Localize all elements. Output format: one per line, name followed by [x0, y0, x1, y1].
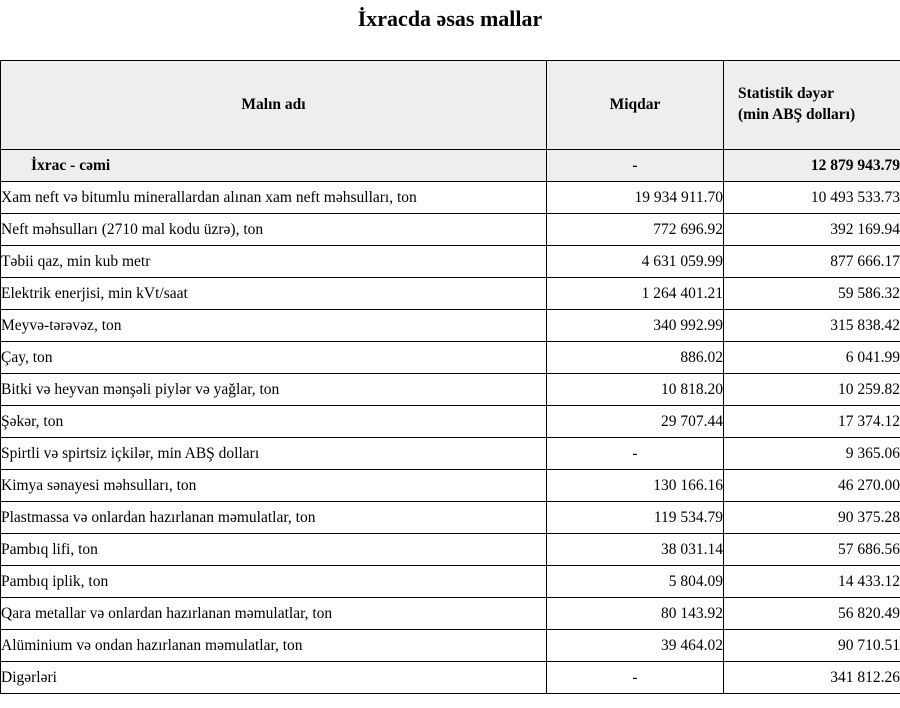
row-value: 315 838.42	[724, 310, 900, 342]
total-row-quantity: -	[547, 150, 724, 182]
row-quantity: 39 464.02	[547, 630, 724, 662]
row-name: Çay, ton	[1, 342, 547, 374]
row-name: Pambıq iplik, ton	[1, 566, 547, 598]
row-name: Neft məhsulları (2710 mal kodu üzrə), ton	[1, 214, 547, 246]
row-quantity: 772 696.92	[547, 214, 724, 246]
table-row	[1, 534, 900, 566]
table-row	[1, 342, 900, 374]
row-value: 392 169.94	[724, 214, 900, 246]
row-name: Pambıq lifi, ton	[1, 534, 547, 566]
row-name: Meyvə-tərəvəz, ton	[1, 310, 547, 342]
row-quantity: 1 264 401.21	[547, 278, 724, 310]
table-row	[1, 598, 900, 630]
row-value: 10 493 533.73	[724, 182, 900, 214]
row-quantity: 80 143.92	[547, 598, 724, 630]
row-value: 9 365.06	[724, 438, 900, 470]
row-name: Bitki və heyvan mənşəli piylər və yağlar, ton	[1, 374, 547, 406]
table-row	[1, 566, 900, 598]
row-quantity: 119 534.79	[547, 502, 724, 534]
table-row	[1, 278, 900, 310]
row-value: 90 375.28	[724, 502, 900, 534]
table-row	[1, 214, 900, 246]
table-row	[1, 438, 900, 470]
row-quantity: 886.02	[547, 342, 724, 374]
row-value: 6 041.99	[724, 342, 900, 374]
row-quantity: 4 631 059.99	[547, 246, 724, 278]
row-value: 14 433.12	[724, 566, 900, 598]
table-row	[1, 630, 900, 662]
row-name: Təbii qaz, min kub metr	[1, 246, 547, 278]
row-value: 59 586.32	[724, 278, 900, 310]
total-row-name: İxrac - cəmi	[1, 150, 547, 182]
row-value: 57 686.56	[724, 534, 900, 566]
row-name: Spirtli və spirtsiz içkilər, min ABŞ dolları	[1, 438, 547, 470]
total-row-value: 12 879 943.79	[724, 150, 900, 182]
row-name: Elektrik enerjisi, min kVt/saat	[1, 278, 547, 310]
row-name: Digərləri	[1, 662, 547, 694]
row-value: 10 259.82	[724, 374, 900, 406]
row-name: Şəkər, ton	[1, 406, 547, 438]
row-value: 46 270.00	[724, 470, 900, 502]
row-value: 877 666.17	[724, 246, 900, 278]
row-quantity: 130 166.16	[547, 470, 724, 502]
row-name: Qara metallar və onlardan hazırlanan məmulatlar, ton	[1, 598, 547, 630]
row-value: 56 820.49	[724, 598, 900, 630]
row-name: Xam neft və bitumlu minerallardan alınan xam neft məhsulları, ton	[1, 182, 547, 214]
row-quantity: 29 707.44	[547, 406, 724, 438]
table-header-row	[1, 61, 900, 150]
row-quantity: -	[547, 438, 724, 470]
row-value: 90 710.51	[724, 630, 900, 662]
row-name: Plastmassa və onlardan hazırlanan məmulatlar, ton	[1, 502, 547, 534]
column-header-value-text: Statistik dəyər (min ABŞ dolları)	[738, 85, 856, 123]
row-name: Alüminium və ondan hazırlanan məmulatlar, ton	[1, 630, 547, 662]
row-quantity: 19 934 911.70	[547, 182, 724, 214]
page-title: İxracda əsas mallar	[357, 6, 543, 31]
table-row	[1, 374, 900, 406]
table-row	[1, 502, 900, 534]
total-row	[1, 150, 900, 182]
table-row	[1, 662, 900, 694]
column-header-quantity: Miqdar	[547, 61, 724, 150]
row-quantity: 10 818.20	[547, 374, 724, 406]
table-row	[1, 182, 900, 214]
row-value: 341 812.26	[724, 662, 900, 694]
table-row	[1, 310, 900, 342]
row-quantity: 5 804.09	[547, 566, 724, 598]
table-row	[1, 470, 900, 502]
row-value: 17 374.12	[724, 406, 900, 438]
row-quantity: -	[547, 662, 724, 694]
row-quantity: 340 992.99	[547, 310, 724, 342]
table-row	[1, 406, 900, 438]
column-header-name: Malın adı	[1, 61, 547, 150]
row-quantity: 38 031.14	[547, 534, 724, 566]
export-goods-table	[0, 60, 900, 694]
table-row	[1, 246, 900, 278]
row-name: Kimya sənayesi məhsulları, ton	[1, 470, 547, 502]
column-header-value	[724, 61, 900, 150]
